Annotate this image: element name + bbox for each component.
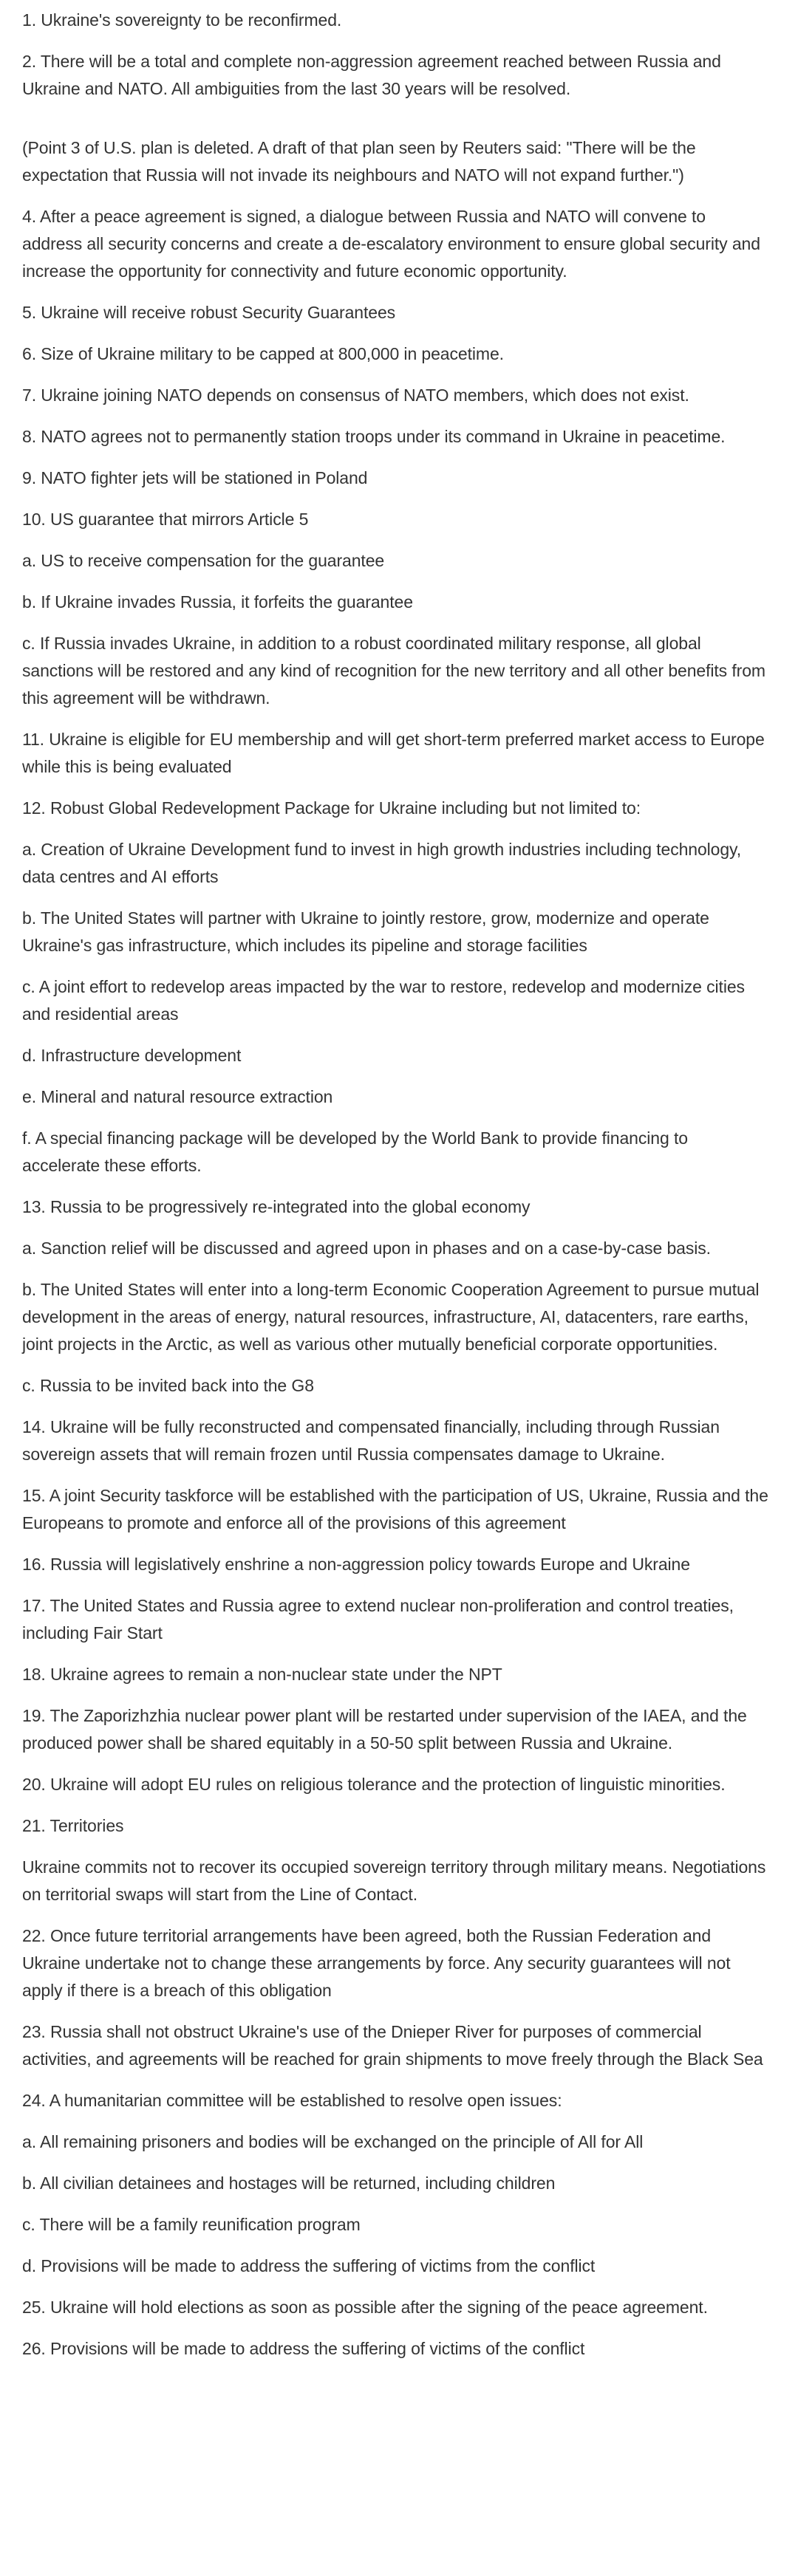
point-10a: a. US to receive compensation for the guarantee [22, 551, 385, 570]
point-14: 14. Ukraine will be fully reconstructed and compensated financially, including through Russian sovereign assets that will remain frozen until Russia compensates damage to Ukraine. [22, 1417, 720, 1464]
point-10c: c. If Russia invades Ukraine, in addition to a robust coordinated military response, all global sanctions will be restored and any kind of recognition for the new territory and all other benefits from this agreement will be withdrawn. [22, 634, 765, 708]
point-4: 4. After a peace agreement is signed, a dialogue between Russia and NATO will convene to address all security concerns and create a de-escalatory environment to ensure global security and increase the opportunity for connectivity and future economic opportunity. [22, 207, 760, 281]
point-11: 11. Ukraine is eligible for EU membership and will get short-term preferred market access to Europe while this is being evaluated [22, 730, 765, 776]
point-12d: d. Infrastructure development [22, 1046, 242, 1065]
point-24d: d. Provisions will be made to address the suffering of victims from the conflict [22, 2256, 596, 2275]
point-24a: a. All remaining prisoners and bodies will be exchanged on the principle of All for All [22, 2132, 644, 2151]
point-24b: b. All civilian detainees and hostages will be returned, including children [22, 2174, 556, 2193]
point-2: 2. There will be a total and complete non-aggression agreement reached between Russia and Ukraine and NATO. All ambiguities from the last 30 years will be resolved. [22, 52, 721, 98]
point-1: 1. Ukraine's sovereignty to be reconfirmed. [22, 10, 342, 30]
point-24c: c. There will be a family reunification program [22, 2215, 361, 2234]
point-24: 24. A humanitarian committee will be established to resolve open issues: [22, 2091, 562, 2110]
point-16: 16. Russia will legislatively enshrine a non-aggression policy towards Europe and Ukraine [22, 1555, 690, 1574]
point-10: 10. US guarantee that mirrors Article 5 [22, 510, 309, 529]
point-17: 17. The United States and Russia agree to extend nuclear non-proliferation and control treaties, including Fair Start [22, 1596, 734, 1642]
point-13c: c. Russia to be invited back into the G8 [22, 1376, 314, 1395]
point-12e: e. Mineral and natural resource extraction [22, 1087, 333, 1106]
point-23: 23. Russia shall not obstruct Ukraine's use of the Dnieper River for purposes of commercial activities, and agreements will be reached for grain shipments to move freely through the Black Sea [22, 2022, 763, 2069]
point-20: 20. Ukraine will adopt EU rules on religious tolerance and the protection of linguistic minorities. [22, 1775, 726, 1794]
point-22: 22. Once future territorial arrangements have been agreed, both the Russian Federation and Ukraine undertake not to change these arrangements by force. Any security guarantees will not apply if there is a breach of this obligation [22, 1926, 731, 2000]
point-25: 25. Ukraine will hold elections as soon as possible after the signing of the peace agreement. [22, 2298, 708, 2317]
point-26: 26. Provisions will be made to address the suffering of victims of the conflict [22, 2339, 585, 2358]
point-12c: c. A joint effort to redevelop areas impacted by the war to restore, redevelop and modernize cities and residential areas [22, 977, 745, 1024]
point-12f: f. A special financing package will be developed by the World Bank to provide financing to accelerate these efforts. [22, 1128, 688, 1175]
point-21: 21. Territories [22, 1816, 124, 1835]
point-10b: b. If Ukraine invades Russia, it forfeits the guarantee [22, 592, 413, 612]
point-13: 13. Russia to be progressively re-integrated into the global economy [22, 1197, 531, 1216]
point-15: 15. A joint Security taskforce will be established with the participation of US, Ukraine, Russia and the Europeans to promote and enforce all of the provisions of this agreement [22, 1486, 768, 1532]
point-21-body: Ukraine commits not to recover its occupied sovereign territory through military means. Negotiations on territorial swaps will start from the Line of Contact. [22, 1857, 766, 1904]
point-8: 8. NATO agrees not to permanently station troops under its command in Ukraine in peacetime. [22, 427, 726, 446]
point-18: 18. Ukraine agrees to remain a non-nuclear state under the NPT [22, 1665, 502, 1684]
point-6: 6. Size of Ukraine military to be capped at 800,000 in peacetime. [22, 344, 504, 363]
point-12a: a. Creation of Ukraine Development fund to invest in high growth industries including technology, data centres and AI efforts [22, 840, 742, 886]
point-13b: b. The United States will enter into a long-term Economic Cooperation Agreement to pursue mutual development in the areas of energy, natural resources, infrastructure, AI, datacenters, rare earths, joint projects in the Arctic, as well as various other mutually beneficial corporate opportunities. [22, 1280, 760, 1354]
point-5: 5. Ukraine will receive robust Security Guarantees [22, 303, 396, 322]
point-3-deleted-note: (Point 3 of U.S. plan is deleted. A draft of that plan seen by Reuters said: "There will be the expectation that Russia will not invade its neighbours and NATO will not expand further.") [22, 138, 696, 185]
point-12: 12. Robust Global Redevelopment Package for Ukraine including but not limited to: [22, 798, 641, 818]
point-7: 7. Ukraine joining NATO depends on consensus of NATO members, which does not exist. [22, 386, 689, 405]
point-19: 19. The Zaporizhzhia nuclear power plant will be restarted under supervision of the IAEA, and the produced power shall be shared equitably in a 50-50 split between Russia and Ukraine. [22, 1706, 747, 1753]
point-9: 9. NATO fighter jets will be stationed in Poland [22, 468, 368, 487]
point-12b: b. The United States will partner with Ukraine to jointly restore, grow, modernize and operate Ukraine's gas infrastructure, which includes its pipeline and storage facilities [22, 908, 709, 955]
point-13a: a. Sanction relief will be discussed and agreed upon in phases and on a case-by-case basis. [22, 1239, 711, 1258]
